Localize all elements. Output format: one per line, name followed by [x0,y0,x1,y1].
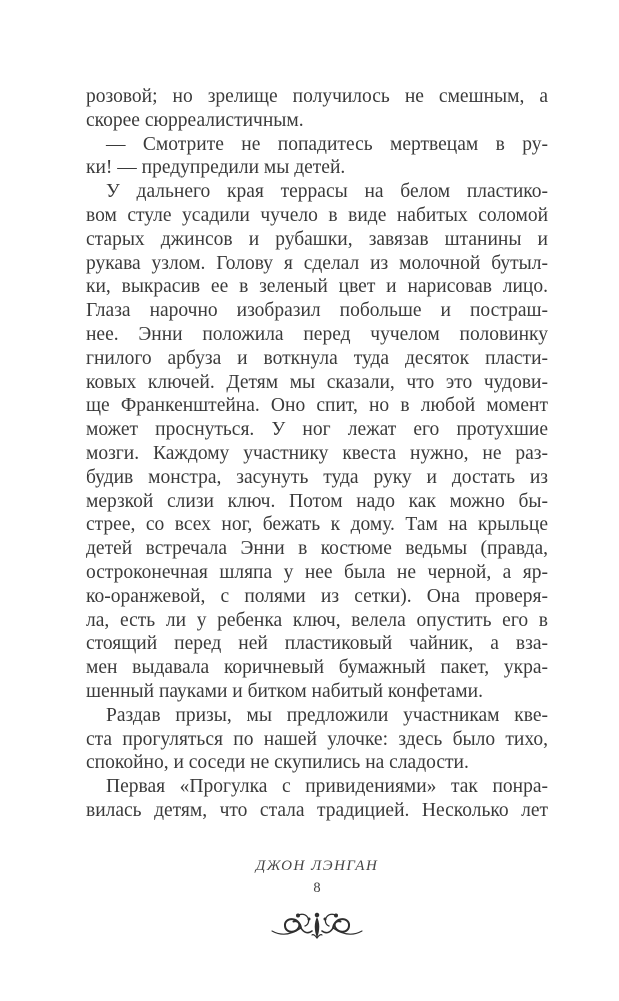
page-footer [86,856,548,945]
text-line: мен выдавала коричневый бумажный пакет, укра- [86,657,548,679]
text-line: ковых ключей. Детям мы сказали, что это чудови- [86,371,548,393]
text-line: ки, выкрасив ее в зеленый цвет и нарисовав лицо. [86,276,548,298]
butterfly-flourish-ornament-icon [86,903,548,945]
text-line: будив монстра, засунуть туда руку и достать из [86,466,548,488]
text-line: У дальнего края террасы на белом пластико- [106,181,548,203]
text-line: розовой; но зрелище получилось не смешным, а [86,86,548,107]
page-number: 8 [313,880,321,896]
text-line: ста прогуляться по нашей улочке: здесь было тихо, [86,728,548,750]
text-line: нее. Энни положила перед чучелом половинку [86,323,548,345]
text-line: детей встречала Энни в костюме ведьмы (правда, [86,538,548,560]
text-line: Глаза нарочно изобразил побольше и постраш- [86,300,548,322]
text-line: стрее, со всех ног, бежать к дому. Там на крыльце [86,514,548,536]
text-block [86,85,548,823]
text-line: шенный пауками и битком набитый конфетами. [86,680,483,702]
text-line: старых джинсов и рубашки, завязав штанины и [86,228,548,250]
text-line: ки! — предупредили мы детей. [86,157,346,179]
text-line: мерзкой слизи ключ. Потом надо как можно бы- [86,490,548,512]
text-line: ще Франкенштейна. Оно спит, но в любой момент [86,395,548,417]
text-line: вилась детям, что стала традицией. Несколько лет [86,799,548,821]
text-line: стоящий перед ней пластиковый чайник, а вза- [86,633,548,655]
paragraph [86,180,548,704]
text-line: может проснуться. У ног лежат его протухшие [86,419,548,441]
text-line: спокойно, и соседи не скупились на сладости. [86,752,469,774]
text-line: ко-оранжевой, с полями из сетки). Она проверя- [86,585,548,607]
text-line: гнилого арбуза и воткнула туда десяток пласти- [86,347,548,369]
text-line: рукава узлом. Голову я сделал из молочной бутыл- [86,252,548,274]
paragraph [86,775,548,823]
paragraph [86,85,548,133]
text-line: мозги. Каждому участнику квеста нужно, не раз- [86,442,548,464]
paragraph [86,704,548,775]
author-name: ДЖОН ЛЭНГАН [255,858,379,874]
text-line: остроконечная шляпа у нее была не черной, а яр- [86,561,548,583]
text-line: Первая «Прогулка с привидениями» так понра- [106,776,548,798]
text-line: вом стуле усадили чучело в виде набитых соломой [86,204,548,226]
text-line: ла, есть ли у ребенка ключ, велела опустить его в [86,609,548,631]
text-line: скорее сюрреалистичным. [86,109,304,131]
text-line: — Смотрите не попадитесь мертвецам в ру- [106,133,548,155]
text-line: Раздав призы, мы предложили участникам кве- [106,704,548,726]
paragraph [86,133,548,181]
